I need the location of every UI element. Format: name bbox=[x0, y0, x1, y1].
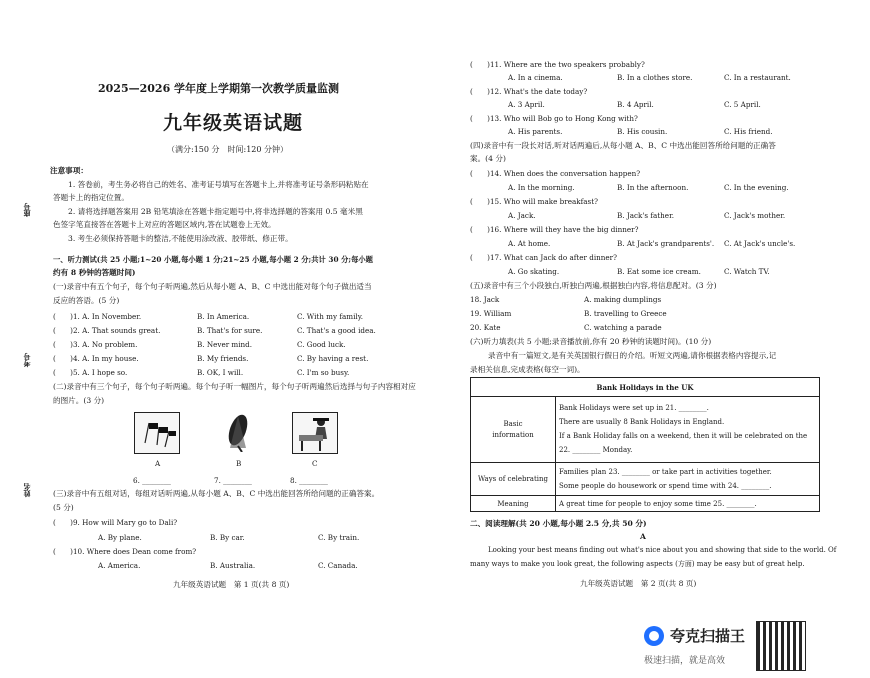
q16-a[interactable]: A. At home. bbox=[508, 239, 551, 248]
q1-a[interactable]: ( )1. A. In November. bbox=[53, 312, 142, 321]
question-9: ( )9. How will Mary go to Dali? bbox=[53, 518, 178, 527]
q1-c[interactable]: C. With my family. bbox=[297, 312, 364, 321]
q17-b[interactable]: B. Eat some ice cream. bbox=[617, 267, 701, 276]
basic-label-1: Basic bbox=[503, 419, 523, 428]
q9-b[interactable]: B. By car. bbox=[210, 533, 245, 542]
question-14: ( )14. When does the conversation happen? bbox=[470, 169, 641, 178]
note-2a: 2. 请将选择题答案用 2B 铅笔填涂在答题卡指定题号中,将非选择题的答案用 0.5 毫米黑 bbox=[68, 207, 363, 216]
qr-code-icon bbox=[756, 621, 806, 671]
basic-info-cell bbox=[556, 397, 820, 463]
scanner-logo-icon bbox=[644, 626, 664, 646]
blank-24-line[interactable]: Some people do housework or spend time with 24. ________. bbox=[559, 481, 772, 490]
note-2b: 色签字笔直接答在答题卡上对应的答题区域内,答在试题卷上无效。 bbox=[53, 220, 276, 229]
question-17: ( )17. What can Jack do after dinner? bbox=[470, 253, 617, 262]
q17-c[interactable]: C. Watch TV. bbox=[724, 267, 770, 276]
picture-label-c: C bbox=[312, 459, 318, 468]
q5-b[interactable]: B. OK, I will. bbox=[197, 368, 244, 377]
q12-a[interactable]: A. 3 April. bbox=[508, 100, 545, 109]
picture-label-b: B bbox=[236, 459, 242, 468]
part-6-text-b: 录相关信息,完成表格(每空一词)。 bbox=[470, 365, 585, 374]
match-19-right: B. travelling to Greece bbox=[584, 309, 667, 318]
picture-a-flags bbox=[134, 412, 180, 454]
q11-b[interactable]: B. In a clothes store. bbox=[617, 73, 693, 82]
match-20-right: C. watching a parade bbox=[584, 323, 662, 332]
reading-line-1: Looking your best means finding out what's nice about you and showing that side to the world. Of bbox=[488, 546, 837, 554]
match-18-right: A. making dumplings bbox=[584, 295, 662, 304]
question-11: ( )11. Where are the two speakers probably? bbox=[470, 60, 645, 69]
q3-b[interactable]: B. Never mind. bbox=[197, 340, 253, 349]
part-2-instr-a: (二)录音中有三个句子，每个句子听两遍。每个句子听一幅图片，每个句子听两遍然后选择与句子内容相对应 bbox=[53, 382, 416, 391]
ways-label: Ways of celebrating bbox=[471, 462, 556, 495]
seat-label: 座号 bbox=[23, 203, 31, 217]
q4-a[interactable]: ( )4. A. In my house. bbox=[53, 354, 139, 363]
blank-6[interactable]: 6. ________ bbox=[133, 476, 171, 485]
blank-23-line[interactable]: Families plan 23. ________ or take part in activities together. bbox=[559, 467, 772, 476]
picture-label-a: A bbox=[155, 459, 161, 468]
bank-holidays-table bbox=[470, 377, 820, 512]
basic-label-2: information bbox=[492, 430, 534, 439]
part-2-instr-b: 的图片。(3 分) bbox=[53, 396, 105, 405]
q10-a[interactable]: A. America. bbox=[98, 561, 141, 570]
scanner-brand: 夸克扫描王 bbox=[670, 627, 746, 645]
picture-c-person-desk bbox=[292, 412, 338, 454]
notes-title: 注意事项： bbox=[50, 166, 88, 175]
q11-a[interactable]: A. In a cinema. bbox=[508, 73, 563, 82]
meaning-label: Meaning bbox=[471, 496, 556, 512]
part-6-text-a: 录音中有一篇短文,是有关英国银行假日的介绍。听短文两遍,请你根据表格内容提示,记 bbox=[488, 351, 777, 360]
q3-a[interactable]: ( )3. A. No problem. bbox=[53, 340, 138, 349]
note-3: 3. 考生必须保持答题卡的整洁,不能使用涂改液、胶带纸、修正带。 bbox=[68, 234, 293, 243]
exam-meta: （满分:150 分 时间:120 分钟） bbox=[167, 145, 289, 154]
q14-c[interactable]: C. In the evening. bbox=[724, 183, 789, 192]
q14-b[interactable]: B. In the afternoon. bbox=[617, 183, 689, 192]
page-2-footer: 九年级英语试题 第 2 页(共 8 页) bbox=[580, 579, 697, 588]
name-label: 姓名 bbox=[23, 483, 31, 497]
blank-8[interactable]: 8. ________ bbox=[290, 476, 328, 485]
picture-b-corn bbox=[216, 412, 260, 452]
exam-year-title: 2025—2026 学年度上学期第一次教学质量监测 bbox=[98, 82, 340, 95]
part-5-instr: (五)录音中有三个小段独白,听独白两遍,根据独白内容,将信息配对。(3 分) bbox=[470, 281, 717, 290]
q16-c[interactable]: C. At Jack's uncle's. bbox=[724, 239, 796, 248]
q13-b[interactable]: B. His cousin. bbox=[617, 127, 668, 136]
basic-info-line-2: There are usually 8 Bank Holidays in England. bbox=[559, 418, 725, 427]
blank-21-line[interactable]: Bank Holidays were set up in 21. ________. bbox=[559, 404, 709, 413]
q3-c[interactable]: C. Good luck. bbox=[297, 340, 346, 349]
q5-c[interactable]: C. I'm so busy. bbox=[297, 368, 350, 377]
q15-c[interactable]: C. Jack's mother. bbox=[724, 211, 786, 220]
part-3-instr-b: (5 分) bbox=[53, 503, 74, 512]
q16-b[interactable]: B. At Jack's grandparents'. bbox=[617, 239, 715, 248]
question-15: ( )15. Who will make breakfast? bbox=[470, 197, 598, 206]
q11-c[interactable]: C. In a restaurant. bbox=[724, 73, 791, 82]
q13-a[interactable]: A. His parents. bbox=[508, 127, 563, 136]
match-19-left: 19. William bbox=[470, 309, 512, 318]
q4-c[interactable]: C. By having a rest. bbox=[297, 354, 369, 363]
blank-22-line[interactable]: 22. ________ Monday. bbox=[559, 446, 633, 455]
basic-info-line-3: If a Bank Holiday falls on a weekend, then it will be celebrated on the bbox=[559, 432, 808, 441]
part-4-instr-b: 案。(4 分) bbox=[470, 154, 506, 163]
q4-b[interactable]: B. My friends. bbox=[197, 354, 249, 363]
question-13: ( )13. Who will Bob go to Hong Kong with? bbox=[470, 114, 638, 123]
exam-main-title: 九年级英语试题 bbox=[163, 112, 304, 134]
q10-c[interactable]: C. Canada. bbox=[318, 561, 358, 570]
basic-info-label bbox=[471, 397, 556, 463]
part-3-instr-a: (三)录音中有五组对话，每组对话听两遍,从每小题 A、B、C 中选出能回答所给问题的正确答案。 bbox=[53, 489, 380, 498]
question-16: ( )16. Where will they have the big dinner? bbox=[470, 225, 639, 234]
q15-b[interactable]: B. Jack's father. bbox=[617, 211, 674, 220]
section-1-heading-a: 一、听力测试(共 25 小题;1~20 小题,每小题 1 分;21~25 小题,每小题 2 分;共计 30 分;每小题 bbox=[53, 255, 373, 264]
q2-a[interactable]: ( )2. A. That sounds great. bbox=[53, 326, 161, 335]
match-20-left: 20. Kate bbox=[470, 323, 501, 332]
q2-b[interactable]: B. That's for sure. bbox=[197, 326, 263, 335]
part-1-instr-a: (一)录音中有五个句子，每个句子听两遍,然后从每小题 A、B、C 中选出能对每个句子做出适当 bbox=[53, 282, 372, 291]
part-4-instr-a: (四)录音中有一段长对话,听对话两遍后,从每小题 A、B、C 中选出能回答所给问题的正确答 bbox=[470, 141, 776, 150]
ways-cell bbox=[556, 462, 820, 495]
reading-line-2: many ways to make you look great, the following aspects (方面) may be easy but of great help. bbox=[470, 560, 805, 568]
exam-number-label: 考号 bbox=[23, 353, 31, 367]
reading-a-label: A bbox=[640, 532, 646, 541]
q15-a[interactable]: A. Jack. bbox=[508, 211, 536, 220]
q9-a[interactable]: A. By plane. bbox=[98, 533, 142, 542]
section-1-heading-b: 约有 8 秒钟的答题时间) bbox=[53, 268, 136, 277]
q17-a[interactable]: A. Go skating. bbox=[508, 267, 560, 276]
section-2-heading: 二、阅读理解(共 20 小题,每小题 2.5 分,共 50 分) bbox=[470, 519, 647, 528]
question-12: ( )12. What's the date today? bbox=[470, 87, 588, 96]
blank-25-line[interactable]: A great time for people to enjoy some time 25. ________. bbox=[556, 496, 820, 512]
note-1a: 1. 答卷前，考生务必将自己的姓名、准考证号填写在答题卡上,并将准考证号条形码粘贴在 bbox=[68, 180, 369, 189]
part-1-instr-b: 反应的答语。(5 分) bbox=[53, 296, 120, 305]
q9-c[interactable]: C. By train. bbox=[318, 533, 360, 542]
table-title: Bank Holidays in the UK bbox=[471, 378, 820, 397]
note-1b: 答题卡上的指定位置。 bbox=[53, 193, 129, 202]
q14-a[interactable]: A. In the morning. bbox=[508, 183, 575, 192]
q1-b[interactable]: B. In America. bbox=[197, 312, 250, 321]
scanner-slogan: 极速扫描，就是高效 bbox=[644, 656, 726, 666]
page-1-footer: 九年级英语试题 第 1 页(共 8 页) bbox=[173, 580, 290, 589]
q10-b[interactable]: B. Australia. bbox=[210, 561, 256, 570]
q12-b[interactable]: B. 4 April. bbox=[617, 100, 654, 109]
blank-7[interactable]: 7. ________ bbox=[214, 476, 252, 485]
match-18-left: 18. Jack bbox=[470, 295, 500, 304]
q5-a[interactable]: ( )5. A. I hope so. bbox=[53, 368, 128, 377]
q13-c[interactable]: C. His friend. bbox=[724, 127, 773, 136]
q2-c[interactable]: C. That's a good idea. bbox=[297, 326, 376, 335]
question-10: ( )10. Where does Dean come from? bbox=[53, 547, 197, 556]
q12-c[interactable]: C. 5 April. bbox=[724, 100, 761, 109]
part-6-instr: (六)听力填表(共 5 小题;录音播放前,你有 20 秒钟的读题时间)。(10 分) bbox=[470, 337, 712, 346]
